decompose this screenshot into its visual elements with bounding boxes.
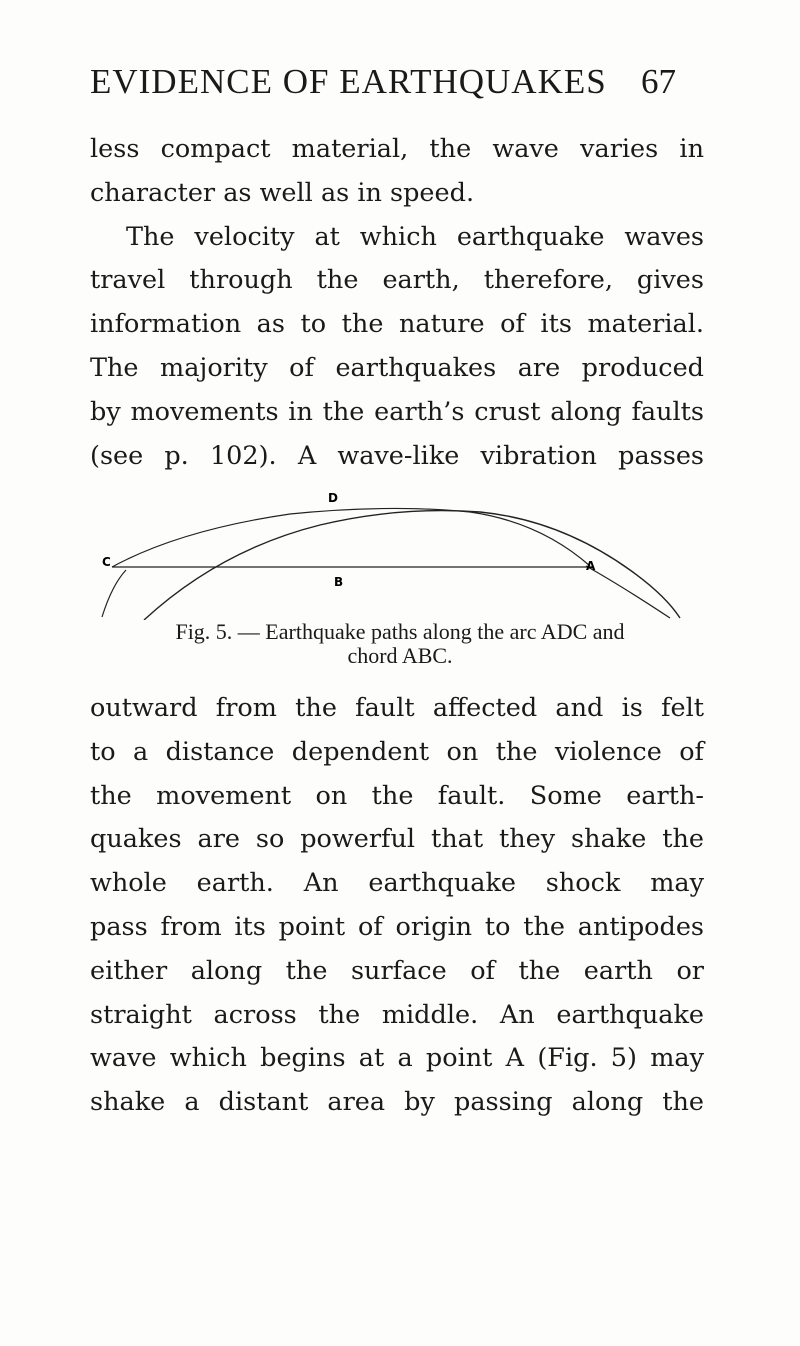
label-c: C [102, 555, 111, 569]
arc-adc [112, 508, 590, 567]
paragraph [90, 216, 704, 479]
text-line: information as to the nature of its material. [90, 309, 704, 340]
figure-earthquake-paths [90, 470, 710, 620]
caption-line: chord ABC. [347, 643, 453, 668]
caption-line: Fig. 5. — Earthquake paths along the arc ADC and [175, 619, 625, 644]
figure-caption [100, 620, 700, 668]
text-line: wave which begins at a point A (Fig. 5) may [90, 1043, 704, 1074]
text-line: either along the surface of the earth or [90, 955, 704, 986]
page-number: 67 [641, 62, 676, 101]
paragraph-continued [90, 128, 704, 216]
text-line: The velocity at which earthquake waves [126, 221, 704, 252]
text-line: whole earth. An earthquake shock may [90, 868, 704, 899]
earth-surface-curve [144, 511, 680, 620]
text-line: pass from its point of origin to the antipodes [90, 911, 704, 942]
text-line: quakes are so powerful that they shake the [90, 824, 704, 855]
text-line: character as well as in speed. [90, 177, 475, 208]
outer-arc-left [102, 570, 126, 617]
label-b: B [334, 575, 344, 589]
text-line: the movement on the fault. Some earth- [90, 780, 704, 811]
text-line: The majority of earthquakes are produced [90, 352, 704, 383]
text-line: less compact material, the wave varies in [90, 134, 704, 164]
text-line: (see p. 102). A wave-like vibration passes [90, 440, 704, 471]
arc-chord-diagram [90, 470, 710, 620]
running-head: EVIDENCE OF EARTHQUAKES [90, 62, 607, 101]
text-block-top [90, 128, 704, 478]
label-d: D [328, 491, 338, 505]
text-line: outward from the fault affected and is felt [90, 693, 704, 723]
text-block-bottom [90, 687, 704, 1125]
text-line: shake a distant area by passing along the [90, 1087, 704, 1118]
text-line: travel through the earth, therefore, gives [90, 265, 704, 296]
text-line: to a distance dependent on the violence of [90, 736, 704, 767]
text-line: straight across the middle. An earthquake [90, 999, 704, 1030]
paragraph-continued [90, 687, 704, 1125]
label-a: A [586, 559, 596, 573]
text-line: by movements in the earth’s crust along faults [90, 396, 704, 427]
page-header [0, 62, 800, 112]
